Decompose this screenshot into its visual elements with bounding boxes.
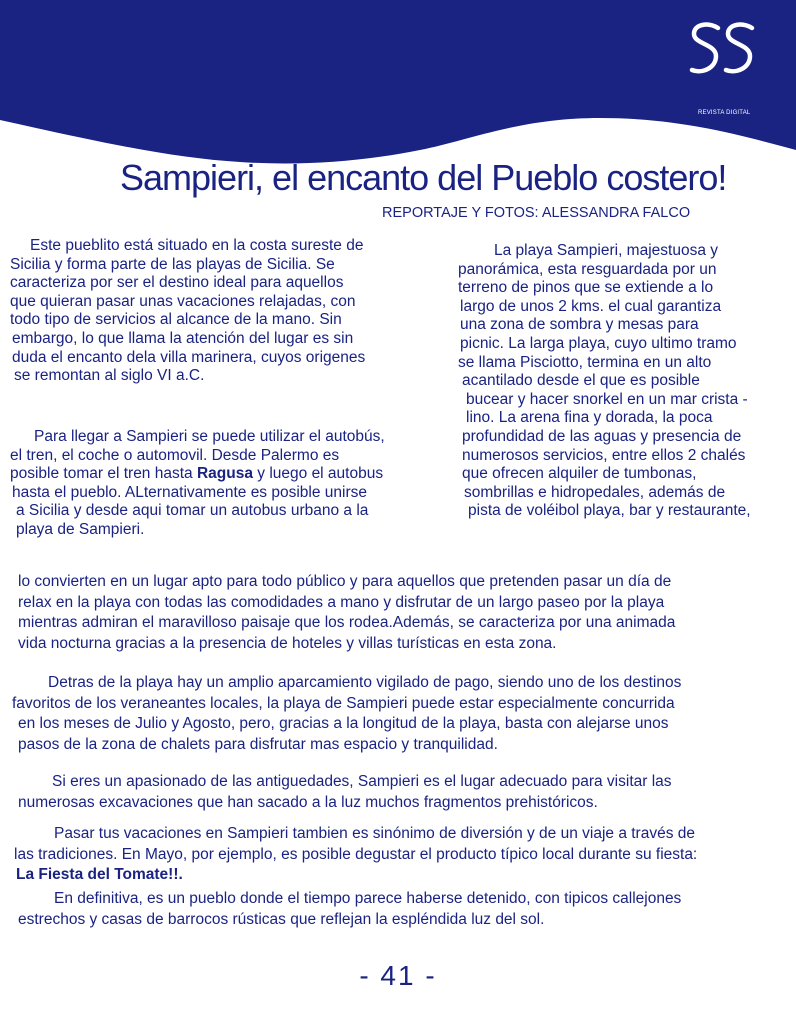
left-column-paragraph-2 xyxy=(10,428,385,540)
header-banner xyxy=(0,0,796,170)
text-line xyxy=(10,465,385,484)
full-width-paragraph-1 xyxy=(18,572,675,654)
full-width-paragraph-5 xyxy=(18,889,681,930)
text-line: acantilado desde el que es posible xyxy=(462,372,700,390)
full-width-paragraph-3 xyxy=(18,772,672,813)
text-run: posible tomar el tren hasta xyxy=(10,465,197,483)
article-title: Sampieri, el encanto del Pueblo costero! xyxy=(120,157,727,198)
full-width-paragraph-4 xyxy=(14,824,697,886)
text-line: profundidad de las aguas y presencia de xyxy=(462,427,742,445)
text-line: embargo, lo que llama la atención del lugar es sin xyxy=(12,329,354,347)
text-line: que quieran pasar unas vacaciones relajadas, con xyxy=(10,292,356,310)
text-line: pasos de la zona de chalets para disfrutar mas espacio y tranquilidad. xyxy=(18,735,498,753)
text-line: el tren, el coche o automovil. Desde Palermo es xyxy=(10,446,340,464)
text-line: relax en la playa con todas las comodidades a mano y disfrutar de un largo paseo por la playa xyxy=(18,593,665,611)
text-line: vida nocturna gracias a la presencia de hoteles y villas turísticas en esta zona. xyxy=(18,634,557,652)
right-column-paragraph xyxy=(458,242,751,521)
text-line: se llama Pisciotto, termina en un alto xyxy=(458,353,712,371)
text-line: Sicilia y forma parte de las playas de Sicilia. Se xyxy=(10,255,335,273)
text-line: lino. La arena fina y dorada, la poca xyxy=(466,409,713,427)
text-line: numerosas excavaciones que han sacado a la luz muchos fragmentos prehistóricos. xyxy=(18,793,598,811)
text-line: numerosos servicios, entre ellos 2 chalés xyxy=(462,446,746,464)
article-byline: REPORTAJE Y FOTOS: ALESSANDRA FALCO xyxy=(382,205,691,221)
text-line: todo tipo de servicios al alcance de la mano. Sin xyxy=(10,311,342,329)
text-line: pista de voléibol playa, bar y restaurante, xyxy=(468,502,751,520)
text-line: panorámica, esta resguardada por un xyxy=(458,260,717,278)
page-number: - 41 - xyxy=(359,960,437,991)
text-line: La playa Sampieri, majestuosa y xyxy=(494,242,719,259)
text-line: Detras de la playa hay un amplio aparcamiento vigilado de pago, siendo uno de los destinos xyxy=(48,674,682,691)
text-line: Pasar tus vacaciones en Sampieri tambien es sinónimo de diversión y de un viaje a través de xyxy=(54,825,696,842)
text-line: Para llegar a Sampieri se puede utilizar el autobús, xyxy=(34,428,385,445)
text-line xyxy=(14,865,697,886)
text-line: una zona de sombra y mesas para xyxy=(460,316,699,334)
text-line: estrechos y casas de barrocos rústicas que reflejan la espléndida luz del sol. xyxy=(18,910,545,928)
bold-place-name: Ragusa xyxy=(196,465,253,483)
text-line: lo convierten en un lugar apto para todo público y para aquellos que pretenden pasar un día de xyxy=(18,573,672,590)
magazine-tagline: REVISTA DIGITAL xyxy=(698,110,751,116)
text-line: en los meses de Julio y Agosto, pero, gracias a la longitud de la playa, basta con alejarse unos xyxy=(18,715,669,733)
text-line: las tradiciones. En Mayo, por ejemplo, es posible degustar el producto típico local durante su fiesta: xyxy=(14,845,698,863)
text-line: terreno de pinos que se extiende a lo xyxy=(458,279,714,297)
text-line: hasta el pueblo. ALternativamente es posible unirse xyxy=(12,483,368,501)
text-line: favoritos de los veraneantes locales, la playa de Sampieri puede estar especialmente concurrida xyxy=(12,694,675,712)
text-line: se remontan al siglo VI a.C. xyxy=(14,367,205,385)
text-line: En definitiva, es un pueblo donde el tiempo parece haberse detenido, con tipicos callejones xyxy=(54,890,682,907)
text-line: mientras admiran el maravilloso paisaje que los rodea.Además, se caracteriza por una animada xyxy=(18,614,676,632)
left-column-paragraph-1 xyxy=(10,237,365,386)
text-line: a Sicilia y desde aqui tomar un autobus urbano a la xyxy=(16,502,369,520)
text-line: playa de Sampieri. xyxy=(16,520,145,538)
text-line: Si eres un apasionado de las antiguedades, Sampieri es el lugar adecuado para visitar las xyxy=(52,773,672,790)
text-line: picnic. La larga playa, cuyo ultimo tramo xyxy=(460,334,737,352)
text-run: y luego el autobus xyxy=(252,465,384,483)
text-line: caracteriza por ser el destino ideal para aquellos xyxy=(10,274,344,292)
text-line: largo de unos 2 kms. el cual garantiza xyxy=(460,297,722,315)
text-line: duda el encanto dela villa marinera, cuyos origenes xyxy=(12,348,366,366)
text-line: bucear y hacer snorkel en un mar crista - xyxy=(466,390,748,408)
text-line: Este pueblito está situado en la costa sureste de xyxy=(30,237,364,254)
ss-logo-icon xyxy=(688,20,758,78)
full-width-paragraph-2 xyxy=(12,673,681,755)
text-line: sombrillas e hidropedales, además de xyxy=(464,483,726,501)
bold-festival-name: La Fiesta del Tomate!!. xyxy=(16,866,183,884)
text-line: que ofrecen alquiler de tumbonas, xyxy=(462,465,697,483)
